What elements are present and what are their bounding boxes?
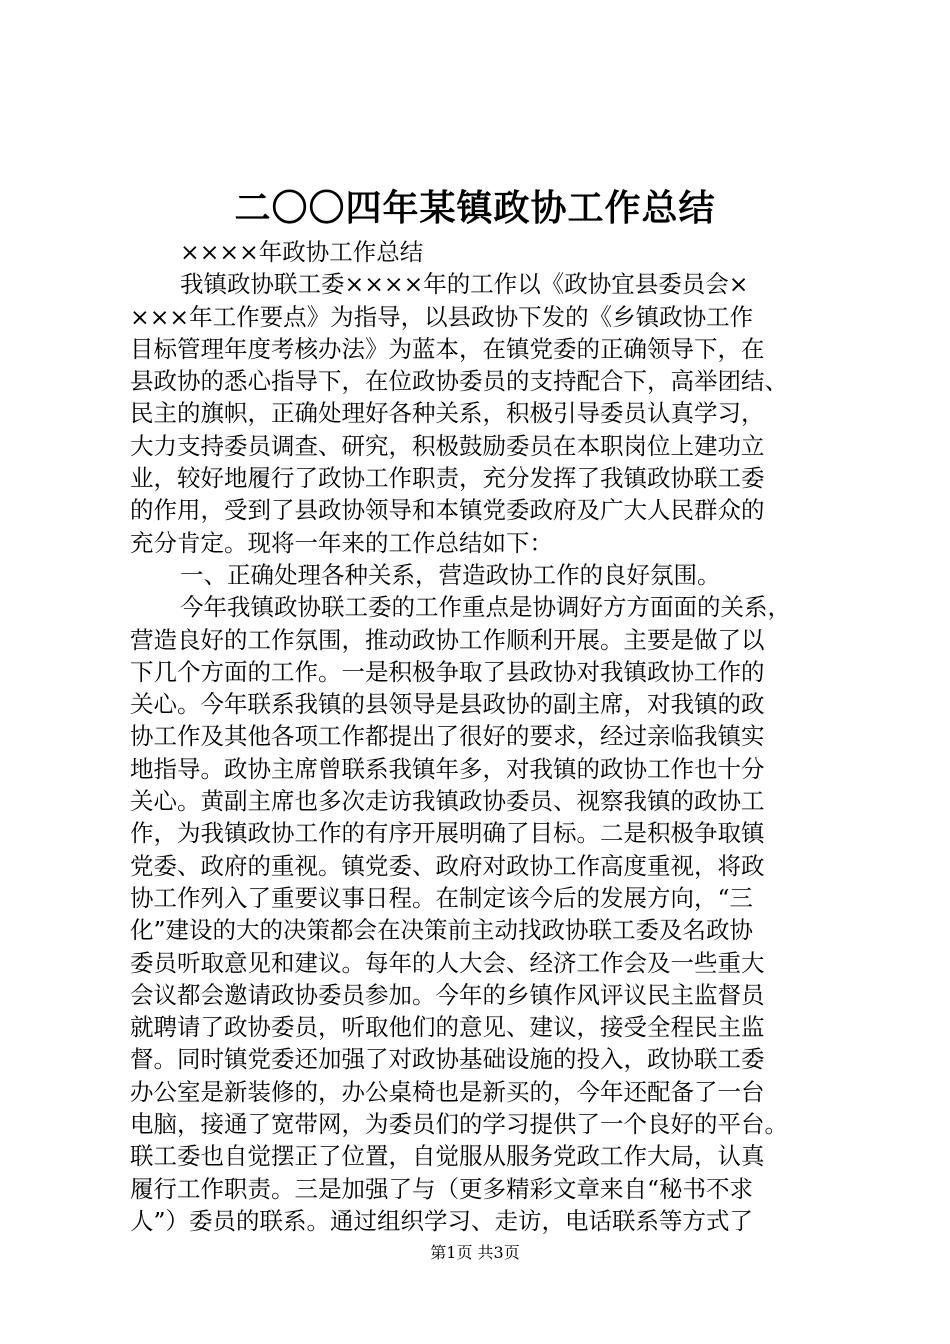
text-line: 协工作列入了重要议事日程。在制定该今后的发展方向，“三 — [130, 883, 754, 912]
text-line: 充分肯定。现将一年来的工作总结如下： — [130, 528, 553, 557]
text-line: 今年我镇政协联工委的工作重点是协调好方方面面的关系， — [180, 593, 791, 622]
text-line: 县政协的悉心指导下，在位政协委员的支持配合下，高举团结、 — [130, 367, 788, 396]
text-line: 电脑，接通了宽带网，为委员们的学习提供了一个良好的平台。 — [130, 1110, 788, 1139]
text-line: 下几个方面的工作。一是积极争取了县政协对我镇政协工作的 — [130, 657, 765, 686]
text-line: 履行工作职责。三是加强了与（更多精彩文章来自“秘书不求 — [130, 1174, 754, 1203]
text-line: 化”建设的大的决策都会在决策前主动找政协联工委及名政协 — [130, 916, 754, 945]
text-line: 营造良好的工作氛围，推动政协工作顺利开展。主要是做了以 — [130, 625, 765, 654]
text-line: 一、正确处理各种关系，营造政协工作的良好氛围。 — [180, 560, 721, 589]
text-line: 就聘请了政协委员，听取他们的意见、建议，接受全程民主监 — [130, 1013, 765, 1042]
text-line: 地指导。政协主席曾联系我镇年多，对我镇的政协工作也十分 — [130, 754, 765, 783]
text-line: 督。同时镇党委还加强了对政协基础设施的投入，政协联工委 — [130, 1045, 765, 1074]
text-line: 民主的旗帜，正确处理好各种关系，积极引导委员认真学习， — [130, 399, 765, 428]
text-line: 目标管理年度考核办法》为蓝本，在镇党委的正确领导下，在 — [130, 334, 765, 363]
text-line: 的作用，受到了县政协领导和本镇党委政府及广大人民群众的 — [130, 496, 765, 525]
text-line: ××××年政协工作总结 — [180, 238, 424, 266]
document-title: 二〇〇四年某镇政协工作总结 — [234, 187, 716, 229]
text-line: 人”）委员的联系。通过组织学习、走访，电话联系等方式了 — [130, 1206, 754, 1235]
text-line: 关心。黄副主席也多次走访我镇政协委员、视察我镇的政协工 — [130, 787, 765, 816]
text-line: 作，为我镇政协工作的有序开展明确了目标。二是积极争取镇 — [130, 819, 765, 848]
text-line: 协工作及其他各项工作都提出了很好的要求，经过亲临我镇实 — [130, 722, 765, 751]
text-line: 我镇政协联工委××××年的工作以《政协宜县委员会× — [180, 270, 749, 299]
text-line: 委员听取意见和建议。每年的人大会、经济工作会及一些重大 — [130, 948, 765, 977]
document-body — [130, 236, 830, 1237]
text-line: 业，较好地履行了政协工作职责，充分发挥了我镇政协联工委 — [130, 464, 765, 493]
text-line: 党委、政府的重视。镇党委、政府对政协工作高度重视，将政 — [130, 851, 765, 880]
text-line: 联工委也自觉摆正了位置，自觉服从服务党政工作大局，认真 — [130, 1142, 765, 1171]
text-line: 大力支持委员调查、研究，积极鼓励委员在本职岗位上建功立 — [130, 431, 765, 460]
text-line: ×××年工作要点》为指导，以县政协下发的《乡镇政协工作 — [130, 302, 754, 331]
text-line: 会议都会邀请政协委员参加。今年的乡镇作风评议民主监督员 — [130, 980, 765, 1009]
page-footer: 第1页 共3页 — [430, 1243, 520, 1262]
text-line: 办公室是新装修的，办公桌椅也是新买的，今年还配备了一台 — [130, 1077, 765, 1106]
text-line: 关心。今年联系我镇的县领导是县政协的副主席，对我镇的政 — [130, 690, 765, 719]
